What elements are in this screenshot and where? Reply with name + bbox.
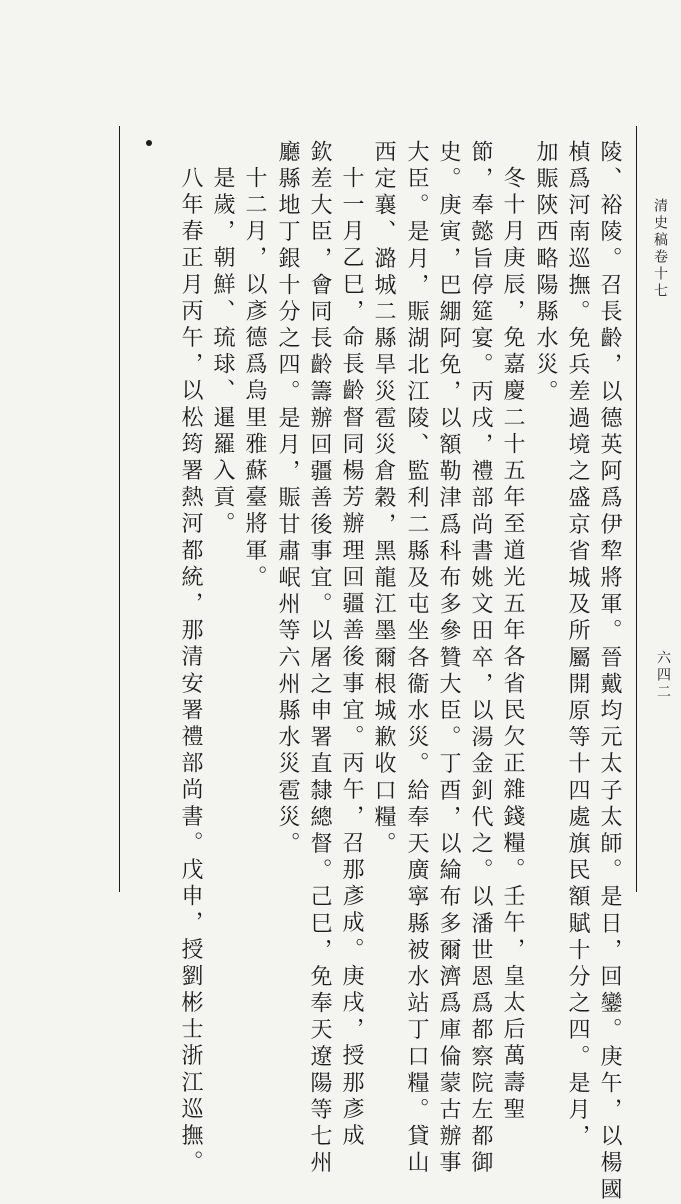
page-number: 六四二 — [655, 650, 671, 701]
text-column-7: 大臣。是月，賑湖北江陵、監利二縣及屯坐各衞水災。給奉天廣寧縣被水站丁口糧。貸山 — [404, 140, 429, 1178]
page-border-left — [119, 126, 120, 892]
running-header-title: 清史稿卷十七 — [652, 198, 668, 300]
text-column-1: 陵、裕陵。召長齡，以德英阿爲伊犂將軍。晉戴均元太子太師。是日，回鑾。庚午，以楊國 — [597, 140, 622, 1204]
text-column-11: 廳縣地丁銀十分之四。是月，賑甘肅岷州等六州縣水災雹災。 — [275, 140, 300, 859]
text-column-12: 十二月，以彥德爲烏里雅蘇臺將軍。 — [242, 166, 267, 592]
text-column-6: 史。庚寅，巴綳阿免，以額勒津爲科布多參贊大臣。丁酉，以綸布多爾濟爲庫倫蒙古辦事 — [436, 140, 461, 1178]
text-column-9: 十一月乙巳，命長齡督同楊芳辦理回疆善後事宜。丙午，召那彥成。庚戌，授那彥成 — [339, 166, 364, 1151]
text-column-14: 八年春正月丙午，以松筠署熱河都統，那清安署禮部尚書。戊申，授劉彬士浙江巡撫。 — [178, 166, 203, 1177]
text-column-2: 楨爲河南巡撫。免兵差過境之盛京省城及所屬開原等十四處旗民額賦十分之四。是月， — [565, 140, 590, 1151]
bullet-mark — [146, 140, 152, 146]
text-column-3: 加賑陝西略陽縣水災。 — [533, 140, 558, 406]
text-column-5: 節，奉懿旨停筵宴。丙戌，禮部尚書姚文田卒，以湯金釗代之。以潘世恩爲都察院左都御 — [468, 140, 493, 1178]
text-column-8: 西定襄、潞城二縣旱災雹災倉穀，黑龍江墨爾根城歉收口糧。 — [371, 140, 396, 859]
page-border-right — [636, 126, 637, 892]
text-column-13: 是歲，朝鮮、琉球、暹羅入貢。 — [210, 166, 235, 539]
text-column-4: 冬十月庚辰，免嘉慶二十五年至道光五年各省民欠正雜錢糧。壬午，皇太后萬壽聖 — [500, 166, 525, 1124]
text-column-10: 欽差大臣，會同長齡籌辦回疆善後事宜。以屠之申署直隸總督。己巳，免奉天遼陽等七州 — [307, 140, 332, 1178]
